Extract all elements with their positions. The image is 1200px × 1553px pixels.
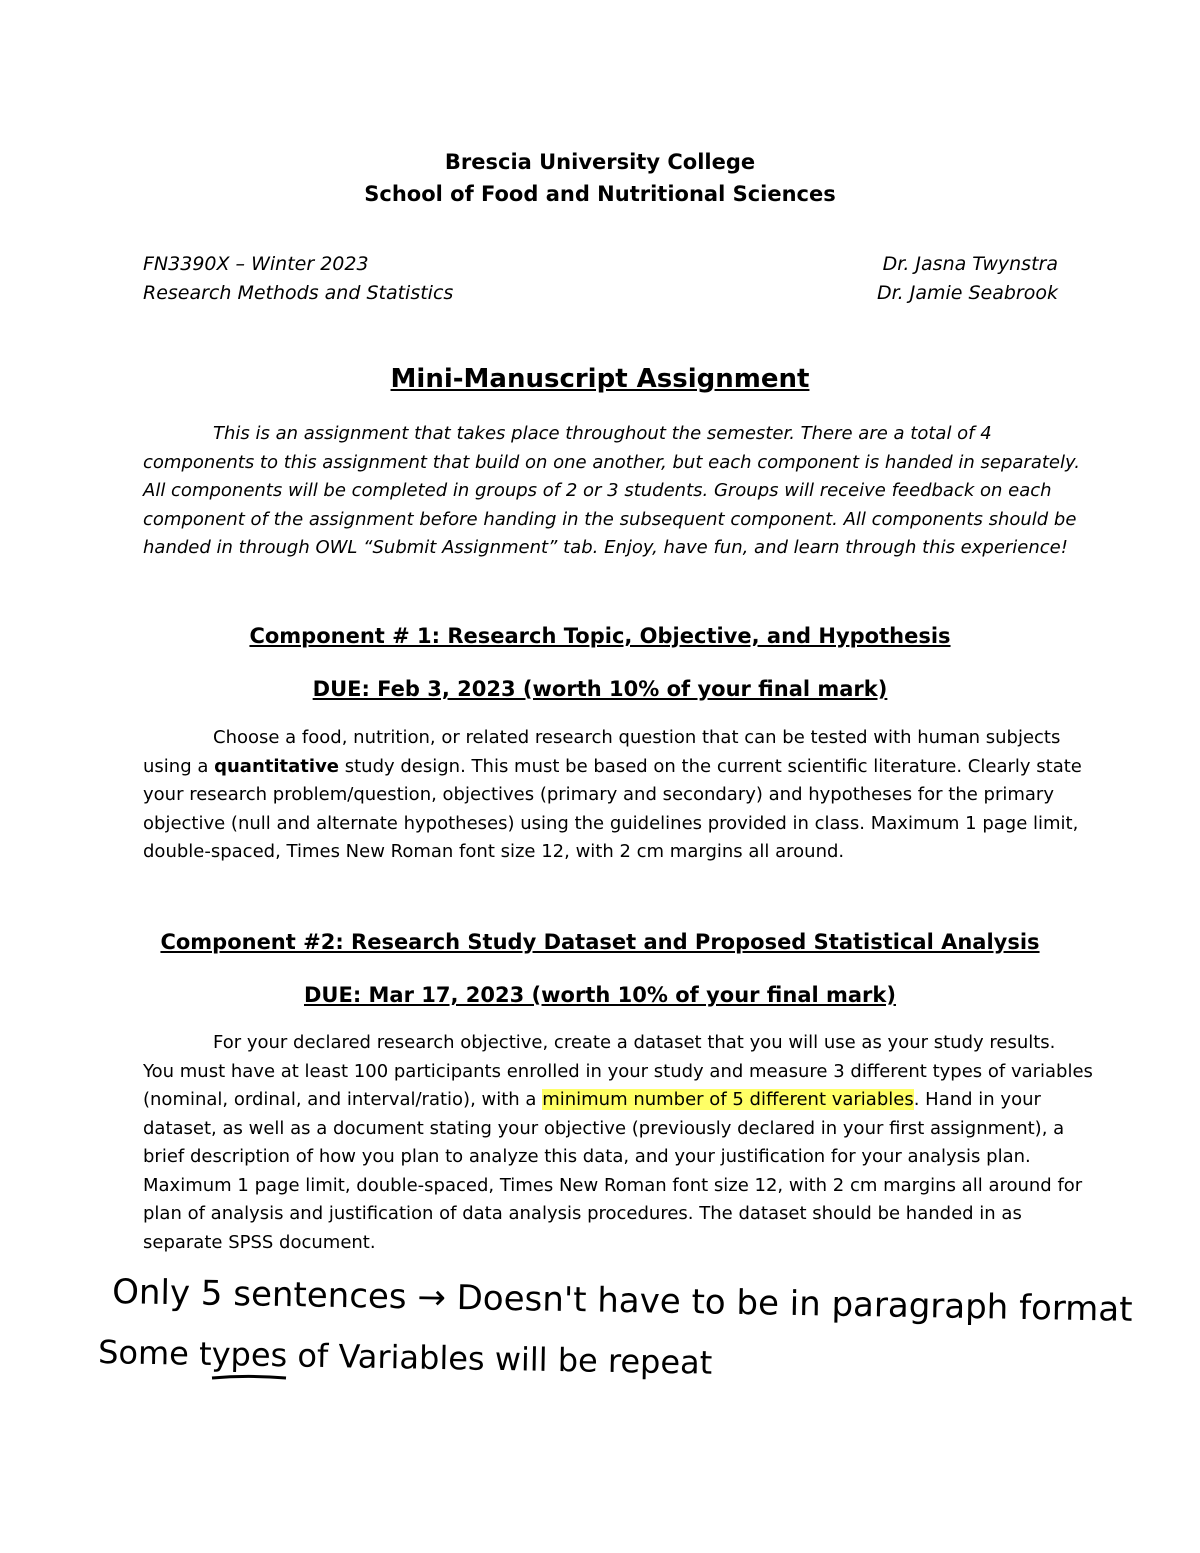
component1-due: DUE: Feb 3, 2023 (worth 10% of your final mark) — [312, 677, 888, 701]
handwritten-underline — [212, 1377, 286, 1379]
instructor-2: Dr. Jamie Seabrook — [876, 282, 1058, 304]
institution-name: Brescia University College — [444, 150, 756, 174]
para-line: double-spaced, Times New Roman font size 12, with 2 cm margins all around. — [143, 841, 845, 862]
para-line: separate SPSS document. — [143, 1231, 376, 1253]
course-name: Research Methods and Statistics — [143, 282, 454, 304]
component1-heading: Component # 1: Research Topic, Objective, and Hypothesis — [249, 624, 951, 648]
handwritten-notes — [0, 1255, 1200, 1415]
instructor-1: Dr. Jasna Twynstra — [882, 253, 1058, 275]
para-line: using a quantitative study design. This must be based on the current scientific literature. Clearly state — [143, 755, 1082, 777]
highlighted-text: minimum number of 5 different variables — [542, 1089, 914, 1110]
intro-line: components to this assignment that build on one another, but each component is handed in separately. — [143, 451, 1080, 473]
component2-due: DUE: Mar 17, 2023 (worth 10% of your final mark) — [304, 983, 896, 1007]
assignment-title: Mini-Manuscript Assignment — [390, 364, 810, 394]
para-line: brief description of how you plan to analyze this data, and your justification for your analysis plan. — [143, 1146, 1031, 1167]
component2-paragraph — [143, 1029, 1093, 1257]
para-line: Choose a food, nutrition, or related research question that can be tested with human subjects — [213, 727, 1061, 748]
school-name: School of Food and Nutritional Sciences — [364, 182, 836, 206]
intro-line: handed in through OWL “Submit Assignment” tab. Enjoy, have fun, and learn through this experience! — [143, 537, 1068, 558]
handwritten-note-2: Some types of Variables will be repeat — [97, 1333, 713, 1382]
quantitative-bold: quantitative — [214, 755, 340, 777]
para-line: You must have at least 100 participants enrolled in your study and measure 3 different types of variables — [143, 1060, 1093, 1082]
para-line: Maximum 1 page limit, double-spaced, Times New Roman font size 12, with 2 cm margins all around for — [143, 1174, 1083, 1196]
para-line: plan of analysis and justification of data analysis procedures. The dataset should be handed in as — [143, 1203, 1022, 1224]
para-line: For your declared research objective, create a dataset that you will use as your study results. — [213, 1032, 1056, 1053]
para-line: objective (null and alternate hypotheses) using the guidelines provided in class. Maximum 1 page limit, — [143, 812, 1079, 834]
handwritten-note-1: Only 5 sentences → Doesn't have to be in paragraph format — [111, 1272, 1133, 1330]
intro-paragraph — [143, 420, 1080, 563]
component2-heading: Component #2: Research Study Dataset and Proposed Statistical Analysis — [160, 930, 1040, 954]
intro-line: component of the assignment before handing in the subsequent component. All components should be — [143, 508, 1077, 530]
course-code-term: FN3390X – Winter 2023 — [143, 253, 369, 275]
para-line: (nominal, ordinal, and interval/ratio), with a minimum number of 5 different variables. Hand in your — [143, 1089, 1041, 1110]
course-info — [143, 250, 453, 308]
component1-paragraph — [143, 724, 1082, 867]
intro-line: All components will be completed in groups of 2 or 3 students. Groups will receive feedback on each — [143, 480, 1052, 501]
instructor-info — [877, 250, 1058, 308]
document-header — [0, 146, 1200, 210]
intro-line: This is an assignment that takes place throughout the semester. There are a total of 4 — [213, 423, 992, 444]
para-line: your research problem/question, objectives (primary and secondary) and hypotheses for the primary — [143, 784, 1054, 805]
para-line: dataset, as well as a document stating your objective (previously declared in your first assignment), a — [143, 1117, 1065, 1139]
